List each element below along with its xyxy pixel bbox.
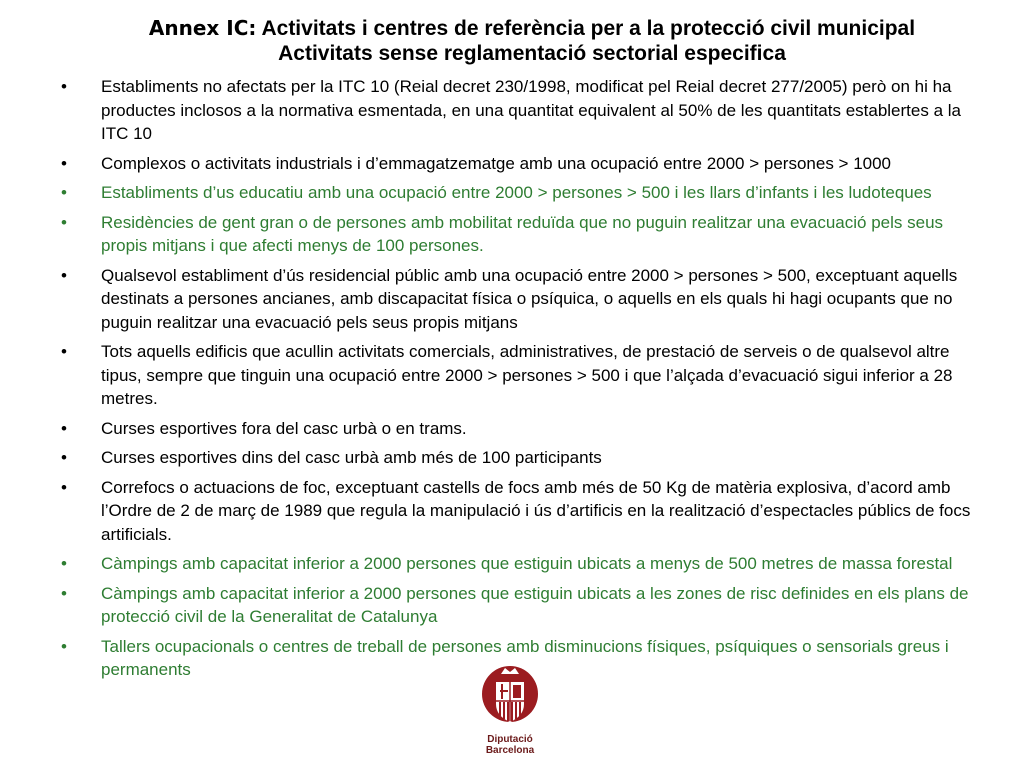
bullet-icon: • (61, 77, 67, 96)
bullet-icon: • (61, 153, 67, 173)
logo-line1: Diputació (487, 734, 533, 745)
list-item-text: Curses esportives dins del casc urbà amb més de 100 participants (101, 448, 602, 467)
bullet-icon: • (61, 418, 67, 438)
list-item (0, 340, 1024, 411)
bullet-icon: • (61, 636, 67, 656)
list-item-text: Qualsevol establiment d’ús residencial públic amb una ocupació entre 2000 > persones > 500, exceptuant aquells destinats a persones ancianes, amb discapacitat física o psíquica, o aquells en els quals hi hagi ocupants que no puguin realitzar una evacuació pels seus propis mitjans (101, 265, 958, 332)
list-item-text: Establiments no afectats per la ITC 10 (Reial decret 230/1998, modificat pel Reial decret 277/2005) però on hi ha productes inclosos a la normativa esmentada, en una quantitat equivalent al 50% de les quantitats establertes a la ITC 10 (101, 77, 961, 143)
list-item-text: Complexos o activitats industrials i d’emmagatzematge amb una ocupació entre 2000 > persones > 1000 (101, 153, 892, 173)
list-item (0, 211, 1024, 258)
page-title (40, 16, 1024, 66)
title-lead: Annex IC: (148, 16, 257, 40)
list-item-text: Càmpings amb capacitat inferior a 2000 persones que estiguin ubicats a menys de 500 metres de massa forestal (101, 554, 953, 573)
bullet-icon: • (61, 265, 67, 285)
list-item (0, 446, 1024, 470)
list-item (0, 75, 1024, 146)
list-item (0, 552, 1024, 576)
list-item (0, 264, 1024, 335)
list-item (0, 417, 1024, 441)
list-item-text: Tots aquells edificis que acullin activitats comercials, administratives, de prestació de serveis o de qualsevol altre tipus, sempre que tinguin una ocupació entre 2000 > persones > 500 i que l’alçada d’evacuació sigui inferior a 28 metres. (101, 342, 953, 408)
list-item (0, 152, 1024, 176)
title-line2: Activitats sense reglamentació sectorial especifica (278, 42, 786, 65)
list-item-text: Càmpings amb capacitat inferior a 2000 persones que estiguin ubicats a les zones de risc definides en els plans de protecció civil de la Generalitat de Catalunya (101, 583, 969, 626)
diputacio-barcelona-logo (476, 664, 544, 764)
bullet-icon: • (61, 212, 67, 232)
logo-line2: Barcelona (485, 745, 535, 756)
coat-of-arms-icon (481, 664, 539, 734)
bullet-icon: • (61, 342, 67, 361)
bullet-icon: • (61, 477, 67, 497)
list-item-text: Curses esportives fora del casc urbà o en trams. (101, 418, 467, 438)
list-item-text: Residències de gent gran o de persones amb mobilitat reduïda que no puguin realitzar una evacuació pels seus propis mitjans i que afecti menys de 100 persones. (101, 212, 944, 255)
bullet-icon: • (61, 554, 67, 573)
bullet-icon: • (61, 448, 67, 467)
title-line1: Activitats i centres de referència per a la protecció civil municipal (261, 17, 916, 40)
bullet-icon: • (61, 583, 67, 603)
activity-list (0, 75, 1024, 688)
list-item-text: Correfocs o actuacions de foc, exceptuant castells de focs amb més de 50 Kg de matèria explosiva, d’acord amb l’Ordre de 2 de març de 1989 que regula la manipulació i ús d’artificis en la realització d’espectacles públics de focs artificials. (101, 477, 971, 544)
bullet-icon: • (61, 183, 67, 202)
list-item (0, 181, 1024, 205)
list-item (0, 582, 1024, 629)
list-item (0, 476, 1024, 547)
list-item-text: Establiments d’us educatiu amb una ocupació entre 2000 > persones > 500 i les llars d’infants i les ludoteques (101, 183, 932, 202)
list-item-text: Tallers ocupacionals o centres de treball de persones amb disminucions físiques, psíquiques o sensorials greus i permanents (101, 636, 949, 679)
